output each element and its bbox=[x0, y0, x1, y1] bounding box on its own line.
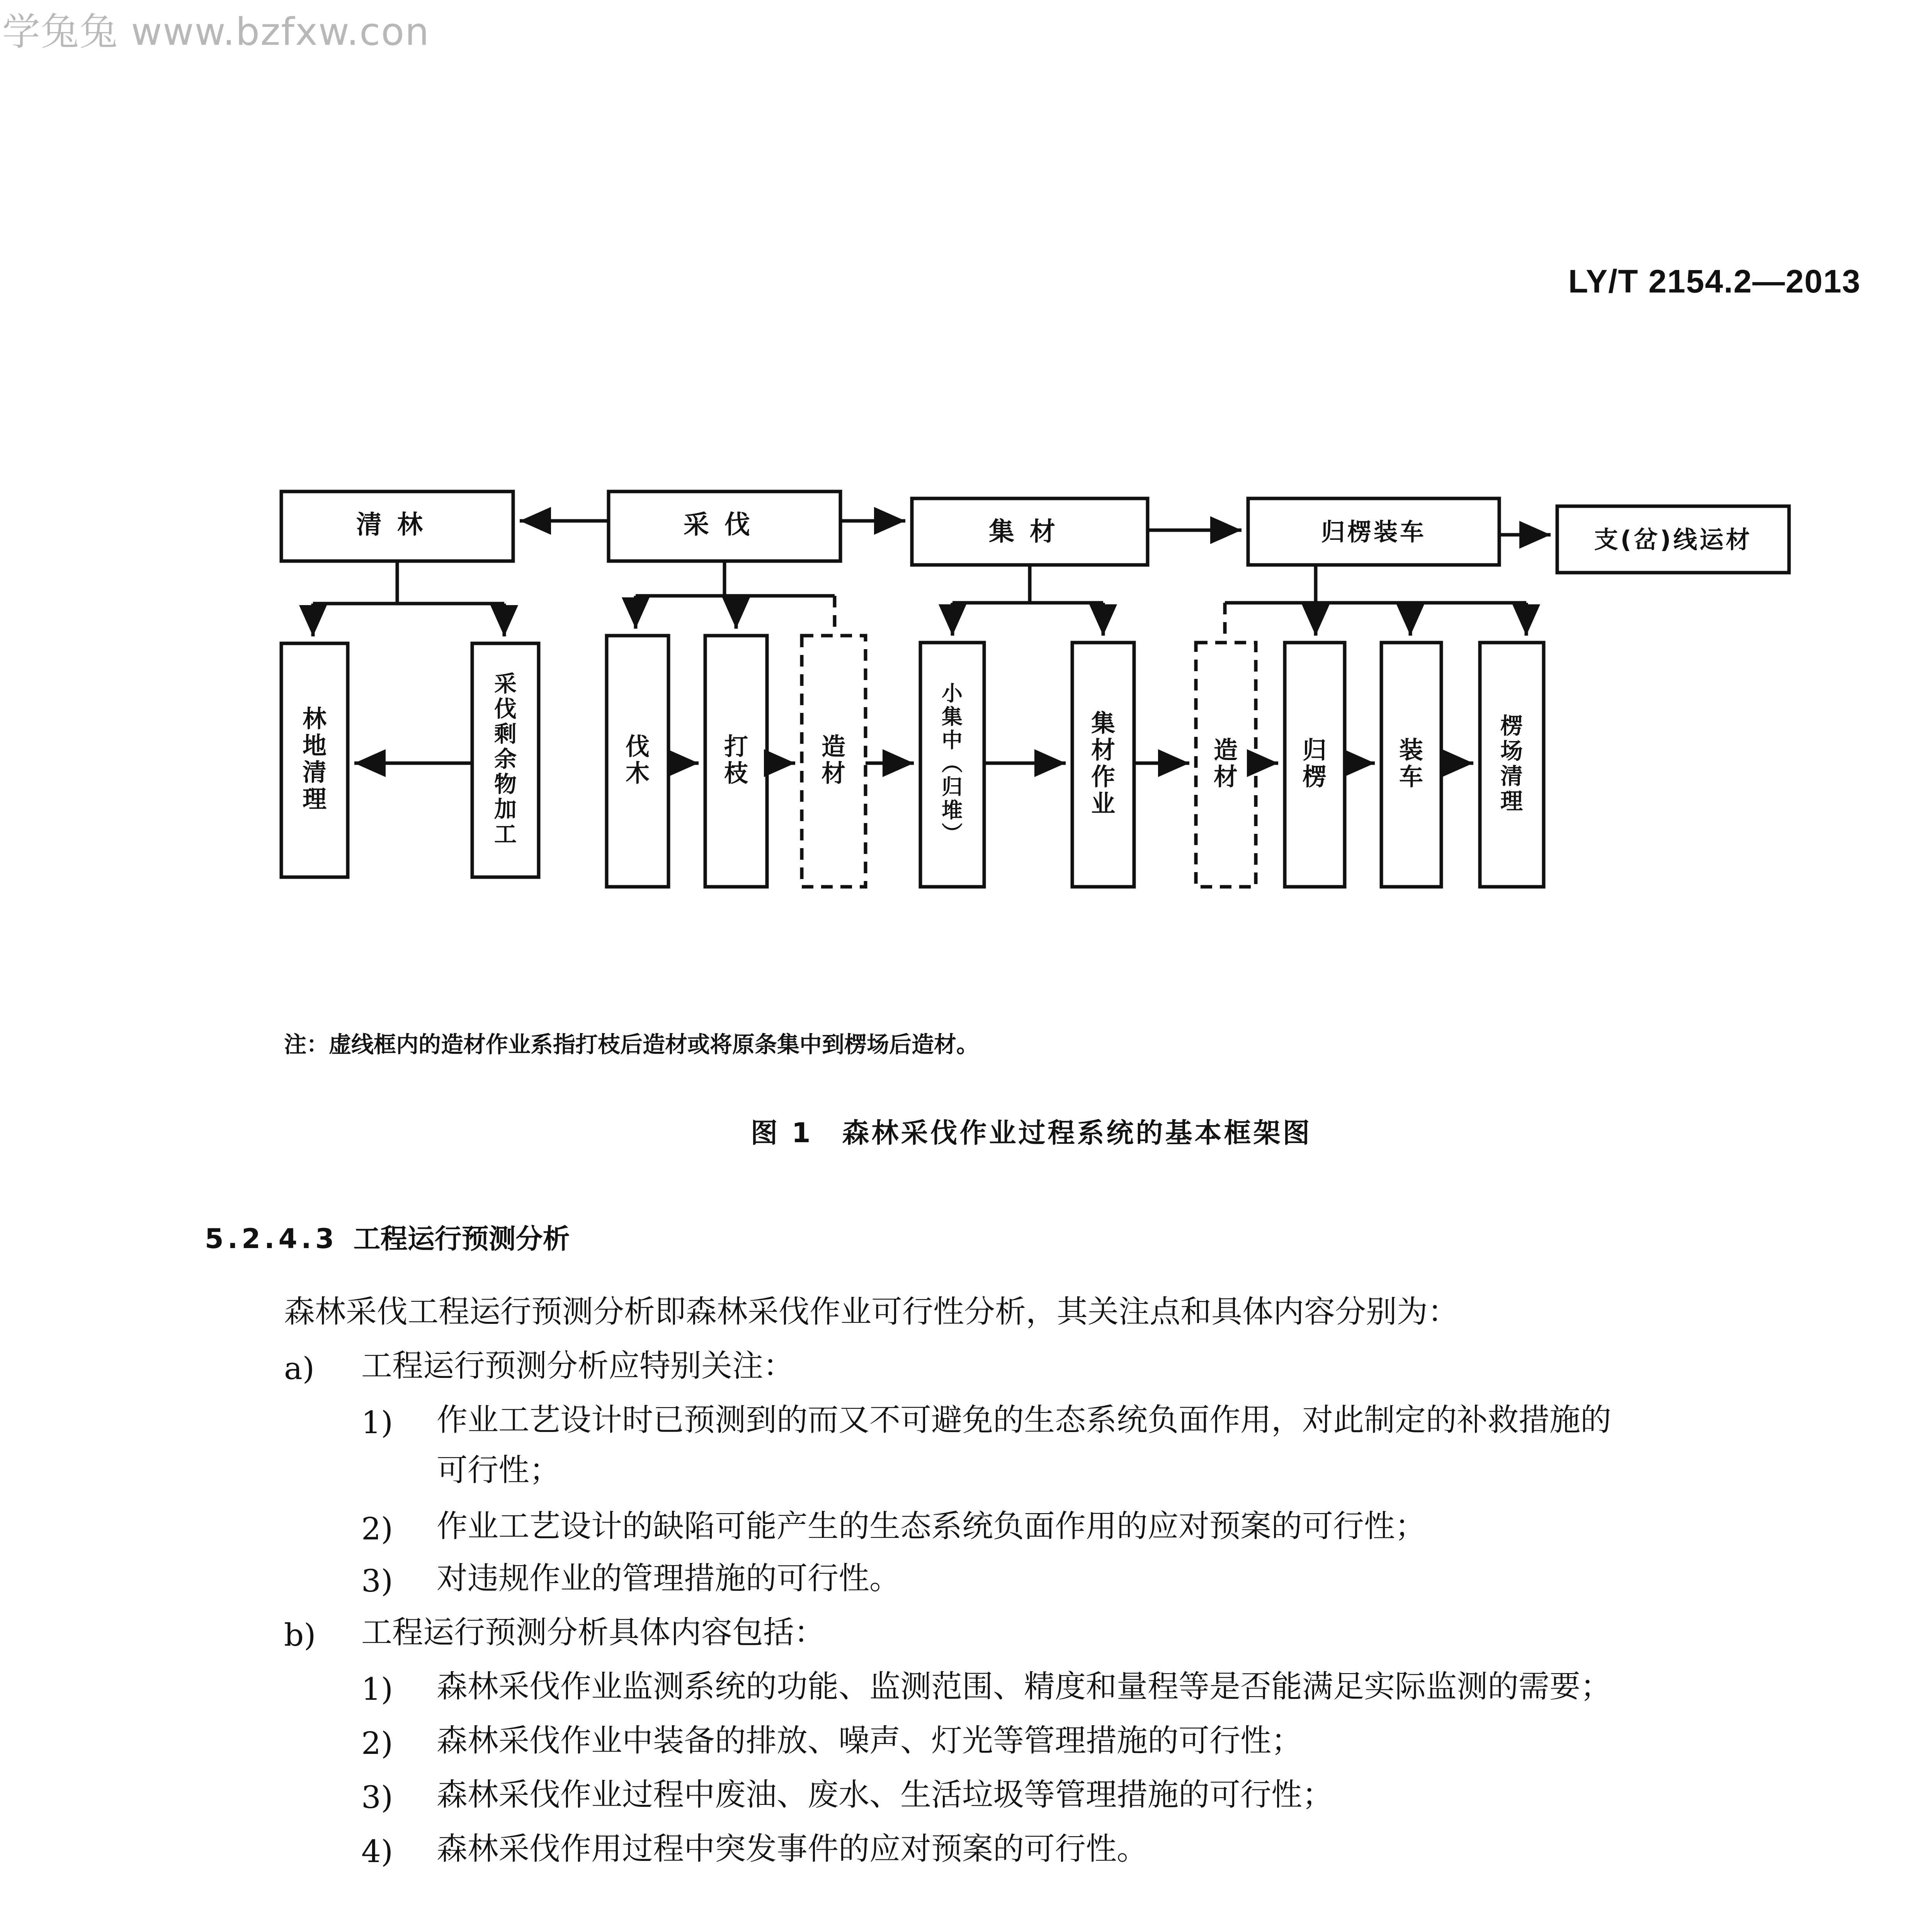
label-famu: 伐木 bbox=[625, 732, 650, 787]
list-marker: 1) bbox=[361, 1405, 393, 1440]
list-item: 工程运行预测分析应特别关注： bbox=[361, 1348, 794, 1384]
list-marker: 4) bbox=[361, 1833, 393, 1869]
figure-note: 注：虚线框内的造材作业系指打枝后造材或将原条集中到楞场后造材。 bbox=[284, 1031, 979, 1058]
figure-title: 图 1 森林采伐作业过程系统的基本框架图 bbox=[750, 1117, 1312, 1149]
section-5-2-4-3-heading bbox=[205, 1217, 570, 1256]
list-item: 作业工艺设计时已预测到的而又不可避免的生态系统负面作用，对此制定的补救措施的 bbox=[437, 1402, 1611, 1438]
watermark: 学兔兔 www.bzfxw.con bbox=[2, 10, 430, 54]
section-title: 工程运行预测分析 bbox=[353, 1223, 570, 1255]
list-marker: a) bbox=[284, 1350, 315, 1386]
list-item: 森林采伐作用过程中突发事件的应对预案的可行性。 bbox=[437, 1831, 1148, 1867]
label-shengyu: 采伐剩余物加工 bbox=[494, 670, 517, 848]
label-jicai: 集材 bbox=[989, 517, 1071, 546]
list-marker: 2) bbox=[361, 1725, 393, 1761]
label-zaocai2: 造材 bbox=[1213, 736, 1238, 791]
list-item: 森林采伐作业过程中废油、废水、生活垃圾等管理措施的可行性； bbox=[437, 1777, 1333, 1813]
standard-code: LY/T 2154.2—2013 bbox=[1568, 263, 1861, 299]
label-guilao-small: 归楞 bbox=[1302, 736, 1327, 791]
list-item: 对违规作业的管理措施的可行性。 bbox=[437, 1560, 900, 1596]
label-dazhi: 打枝 bbox=[724, 732, 748, 787]
list-marker: b) bbox=[284, 1617, 316, 1653]
label-lindi: 林地清理 bbox=[302, 704, 327, 813]
list-item-continued: 可行性； bbox=[437, 1452, 560, 1488]
list-marker: 3) bbox=[361, 1563, 393, 1599]
label-laochang: 楞场清理 bbox=[1500, 713, 1523, 815]
list-item: 工程运行预测分析具体内容包括： bbox=[361, 1614, 825, 1650]
label-xiaojizhong: 小集中︵归堆︶ bbox=[942, 681, 963, 846]
label-qinglin: 清林 bbox=[356, 510, 438, 539]
label-guilao: 归楞装车 bbox=[1321, 518, 1427, 546]
list-item: 森林采伐作业监测系统的功能、监测范围、精度和量程等是否能满足实际监测的需要； bbox=[437, 1668, 1611, 1704]
paragraph: 森林采伐工程运行预测分析即森林采伐作业可行性分析，其关注点和具体内容分别为： bbox=[284, 1294, 1459, 1330]
list-marker: 2) bbox=[361, 1511, 393, 1547]
list-marker: 3) bbox=[361, 1779, 393, 1815]
section-number: 5.2.4.3 bbox=[205, 1223, 338, 1255]
label-zhuangche: 装车 bbox=[1399, 736, 1423, 791]
label-zaocai1: 造材 bbox=[821, 732, 846, 787]
label-zhixian: 支(岔)线运材 bbox=[1594, 526, 1752, 554]
label-jicaizuoye: 集材作业 bbox=[1091, 709, 1116, 818]
list-item: 森林采伐作业中装备的排放、噪声、灯光等管理措施的可行性； bbox=[437, 1723, 1302, 1759]
list-marker: 1) bbox=[361, 1671, 393, 1707]
label-caifa: 采伐 bbox=[684, 510, 765, 539]
list-item: 作业工艺设计的缺陷可能产生的生态系统负面作用的应对预案的可行性； bbox=[437, 1508, 1426, 1544]
